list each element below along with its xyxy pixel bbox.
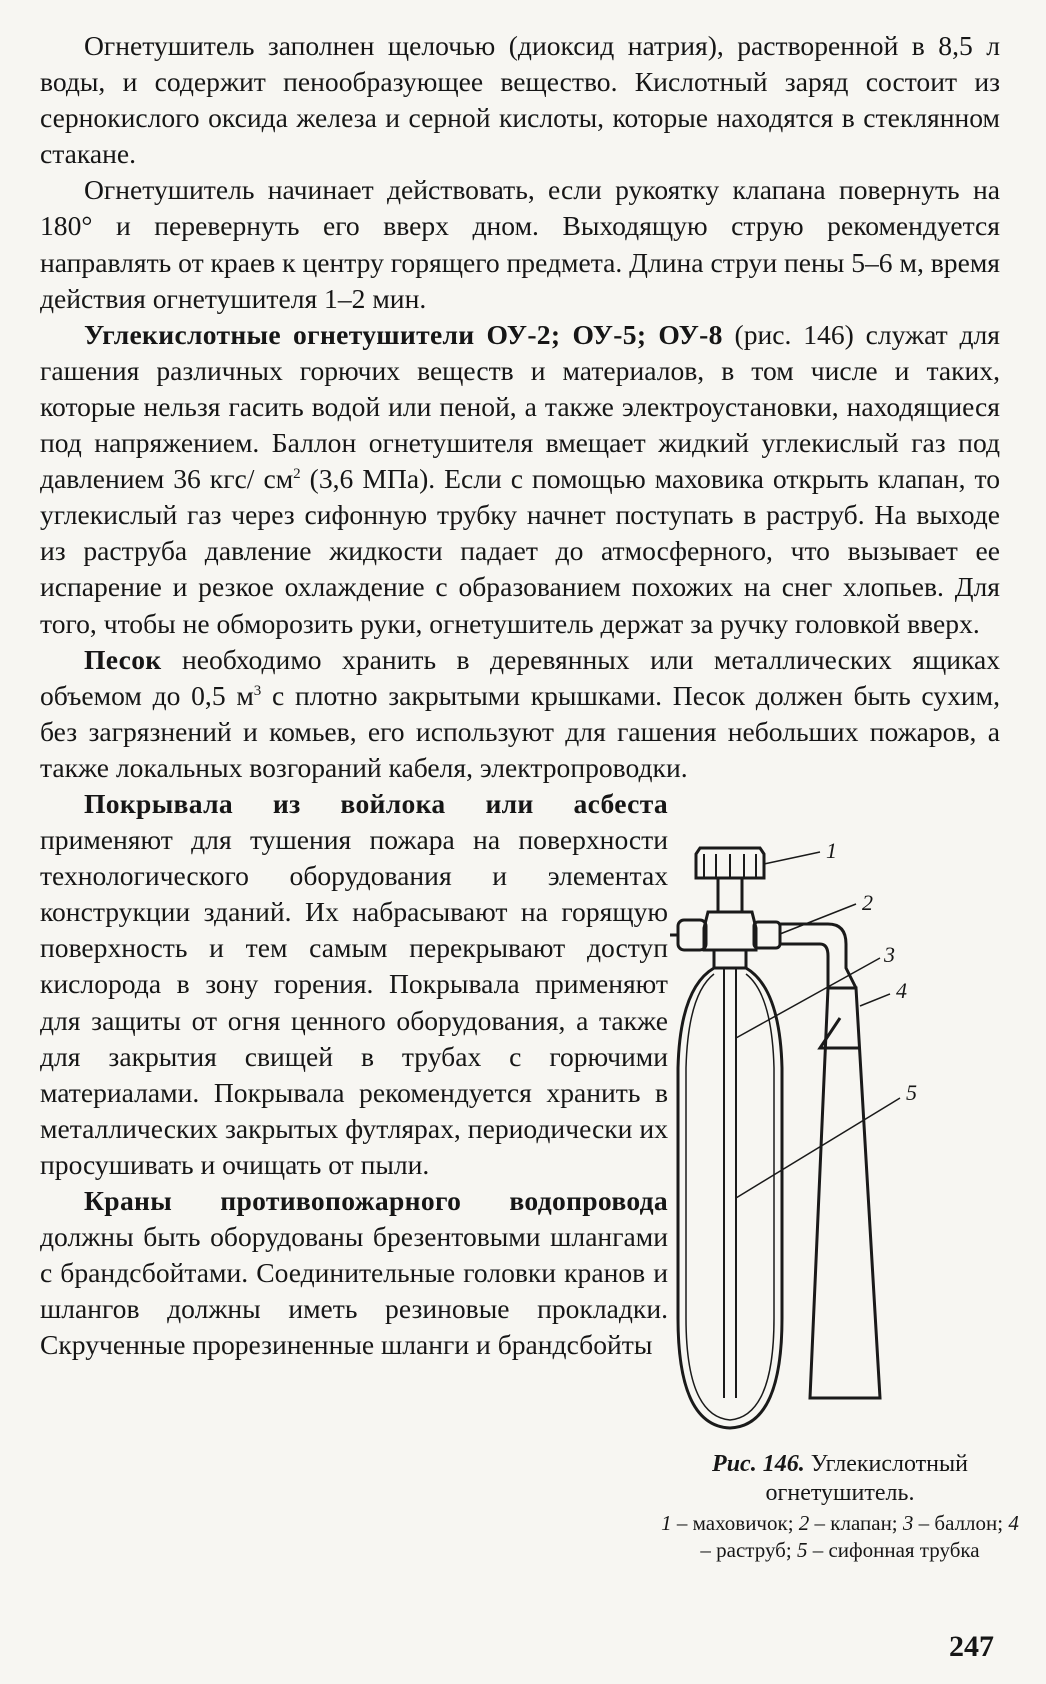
paragraph-foam-extinguisher-usage: Огнетушитель начинает действовать, если рукоятку клапана повернуть на 180° и перевернуть его вверх дном. Выходящую струю рекомендуется направлять от краев к центру горящего предмета. Длина струи пены 5–6 м, время действия огнетушителя 1–2 мин. (40, 174, 1000, 314)
figure-legend (660, 1510, 1020, 1564)
label-3: 3 (884, 942, 895, 967)
label-5: 5 (906, 1080, 917, 1105)
co2-extinguisher-drawing (660, 838, 1020, 1448)
narrow-column (40, 786, 668, 1364)
term-hydrants: Краны противопожарного водопровода (84, 1185, 668, 1216)
paragraph-co2-extinguishers: Углекислотные огнетушители ОУ-2; ОУ-5; ОУ-8 (рис. 146) служат для гашения различных горючих веществ и материалов, в том числе и таких, которые нельзя гасить водой или пеной, а также электроустановки, находящиеся под напряжением. Баллон огнетушителя вмещает жидкий углекислый газ под давлением 36 кгс/ $см^2$ (3,6 МПа). Если с помощью маховика открыть клапан, то углекислый газ через сифонную трубку начнет поступать в раструб. На выходе из раструба давление жидкости падает до атмосферного, что вызывает ее испарение и резкое охлаждение с образованием похожих на снег хлопьев. Для того, чтобы не обморозить руки, огнетушитель держат за ручку головкой вверх. (40, 318, 1000, 639)
paragraph-blankets: Покрывала из войлока или асбеста применяют для тушения пожара на поверхности технологического оборудования и элементах конструкции зданий. Их набрасывают на горящую поверхность и тем самым перекрывают доступ кислорода в зону горения. Покрывала применяют для защиты от огня ценного оборудования, а также для закрытия свищей в трубах с горючими материалами. Покрывала рекомендуется хранить в металлических закрытых футлярах, периодически их просушивать и очищать от пыли. (40, 787, 668, 1180)
figure-caption: Рис. 146. Углекислотный огнетушитель. (712, 1451, 968, 1506)
paragraph-hydrants: Краны противопожарного водопровода должны быть оборудованы брезентовыми шлангами с брандсбойтами. Соединительные головки кранов и шлангов должны иметь резиновые прокладки. Скрученные прорезиненные шланги и брандсбойты (40, 1185, 668, 1361)
legend-item: 3 – баллон; (902, 1511, 1009, 1535)
term-co2-extinguishers: Углекислотные огнетушители ОУ-2; ОУ-5; ОУ-8 (84, 318, 723, 350)
term-sand: Песок (84, 643, 162, 675)
cylinder-icon (678, 968, 782, 1428)
label-2: 2 (862, 890, 873, 915)
term-blankets: Покрывала из войлока или асбеста (84, 787, 668, 819)
label-1: 1 (826, 838, 837, 863)
figure-146 (660, 838, 1020, 1618)
legend-item: 2 – клапан; (798, 1511, 903, 1535)
paragraph-sand: Песок необходимо хранить в деревянных или металлических ящиках объемом до 0,5 $м^3$ с плотно закрытыми крышками. Песок должен быть сухим, без загрязнений и комьев, его используют для гашения небольших пожаров, а также локальных возгораний кабеля, электропроводки. (40, 643, 1000, 783)
legend-item: 1 – маховичок; (661, 1511, 799, 1535)
label-4: 4 (896, 978, 907, 1003)
paragraph-foam-extinguisher-charge: Огнетушитель заполнен щелочью (диоксид натрия), растворенной в 8,5 л воды, и содержит пенообразующее вещество. Кислотный заряд состоит из сернокислого оксида железа и серной кислоты, которые находятся в стеклянном стакане. (40, 30, 1000, 170)
legend-item: 4 – раструб; (700, 1511, 1019, 1562)
legend-item: 5 – сифонная трубка (796, 1538, 980, 1562)
page-number: 247 (949, 1630, 994, 1663)
valve-body-icon (704, 912, 756, 950)
